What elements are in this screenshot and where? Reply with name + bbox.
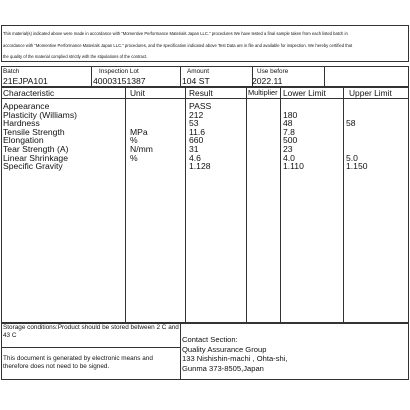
- table-cell: 500: [283, 135, 298, 146]
- table-cell: 53: [189, 118, 199, 129]
- amount-value: 104 ST: [182, 76, 210, 86]
- batch-label: Batch: [3, 68, 20, 75]
- electronic-notice: This document is generated by electronic means and therefore does not need to be signed.: [3, 355, 153, 371]
- table-cell: 58: [346, 118, 356, 129]
- contact-section-label: Contact Section:: [182, 335, 238, 344]
- contact-address-line2: Gunma 373-8505,Japan: [182, 363, 264, 373]
- contact-group: Quality Assurance Group: [182, 344, 267, 354]
- table-cell: Elongation: [3, 135, 44, 146]
- table-cell: Tensile Strength: [3, 126, 65, 137]
- table-cell: %: [130, 135, 138, 146]
- use-before-value: 2022.11: [252, 76, 283, 86]
- table-cell: PASS: [189, 101, 212, 111]
- table-cell: 212: [189, 109, 204, 120]
- header-unit: Unit: [130, 88, 145, 98]
- table-cell: Appearance: [3, 101, 50, 111]
- batch-value: 21EJPA101: [3, 76, 48, 86]
- table-cell: 4.0: [283, 152, 295, 163]
- table-cell: MPa: [130, 126, 148, 137]
- upper-limit-column: [346, 102, 368, 171]
- inspection-lot-label: Inspection Lot: [99, 68, 139, 75]
- header-upper-limit: Upper Limit: [349, 88, 392, 98]
- table-cell: N/mm: [130, 143, 153, 154]
- table-cell: 1.128: [189, 161, 211, 172]
- use-before-label: Use before: [257, 68, 289, 75]
- table-cell: 660: [189, 135, 204, 146]
- characteristic-column: [3, 102, 77, 171]
- unit-column: [130, 102, 153, 171]
- header-lower-limit: Lower Limit: [283, 88, 326, 98]
- table-cell: [130, 162, 153, 171]
- table-cell: 7.8: [283, 126, 295, 137]
- statement-line: This material(s) indicated above were made in accordance with "Momentive Performance Materials Japan LLC." procedures We have tested a final sample taken from each listed batch in: [3, 31, 348, 36]
- lower-limit-column: [283, 102, 304, 171]
- table-cell: 5.0: [346, 152, 358, 163]
- table-cell: 23: [283, 143, 293, 154]
- table-cell: Tear Strength (A): [3, 143, 69, 154]
- table-cell: 1.150: [346, 161, 368, 172]
- table-cell: [130, 111, 153, 120]
- table-cell: Plasticity (Williams): [3, 109, 77, 120]
- amount-label: Amount: [187, 68, 210, 75]
- table-cell: 31: [189, 143, 199, 154]
- quality-statement: [3, 28, 407, 63]
- table-cell: Linear Shrinkage: [3, 152, 68, 163]
- header-result: Result: [189, 88, 213, 98]
- header-multiplier: Multiplier: [248, 88, 278, 97]
- table-cell: [346, 136, 368, 145]
- table-cell: [346, 102, 368, 111]
- table-cell: %: [130, 152, 138, 163]
- contact-address-line1: 133 Nishishin-machi , Ohta-shi,: [182, 354, 288, 363]
- storage-conditions: Storage conditions:Product should be stored between 2 C and 43 C: [3, 324, 179, 340]
- table-cell: 4.6: [189, 152, 201, 163]
- table-cell: 180: [283, 109, 298, 120]
- statement-line: accordance with "Momentive Performance Materials Japan LLC." procedures, and the specification indicated above Test Data are in file and available for inspection. We hereby certified that: [3, 42, 353, 48]
- table-cell: [346, 128, 368, 137]
- result-column: [189, 102, 211, 171]
- table-cell: 1.110: [283, 161, 304, 172]
- inspection-lot-value: 40003151387: [93, 76, 146, 86]
- header-characteristic: Characteristic: [3, 88, 55, 98]
- table-cell: Hardness: [3, 118, 40, 129]
- table-cell: 48: [283, 118, 293, 129]
- table-cell: 11.6: [189, 126, 206, 137]
- table-cell: Specific Gravity: [3, 161, 63, 172]
- table-cell: [130, 102, 153, 111]
- statement-line: the quality of the material complied strictly with the stipulations of the contract.: [3, 54, 148, 59]
